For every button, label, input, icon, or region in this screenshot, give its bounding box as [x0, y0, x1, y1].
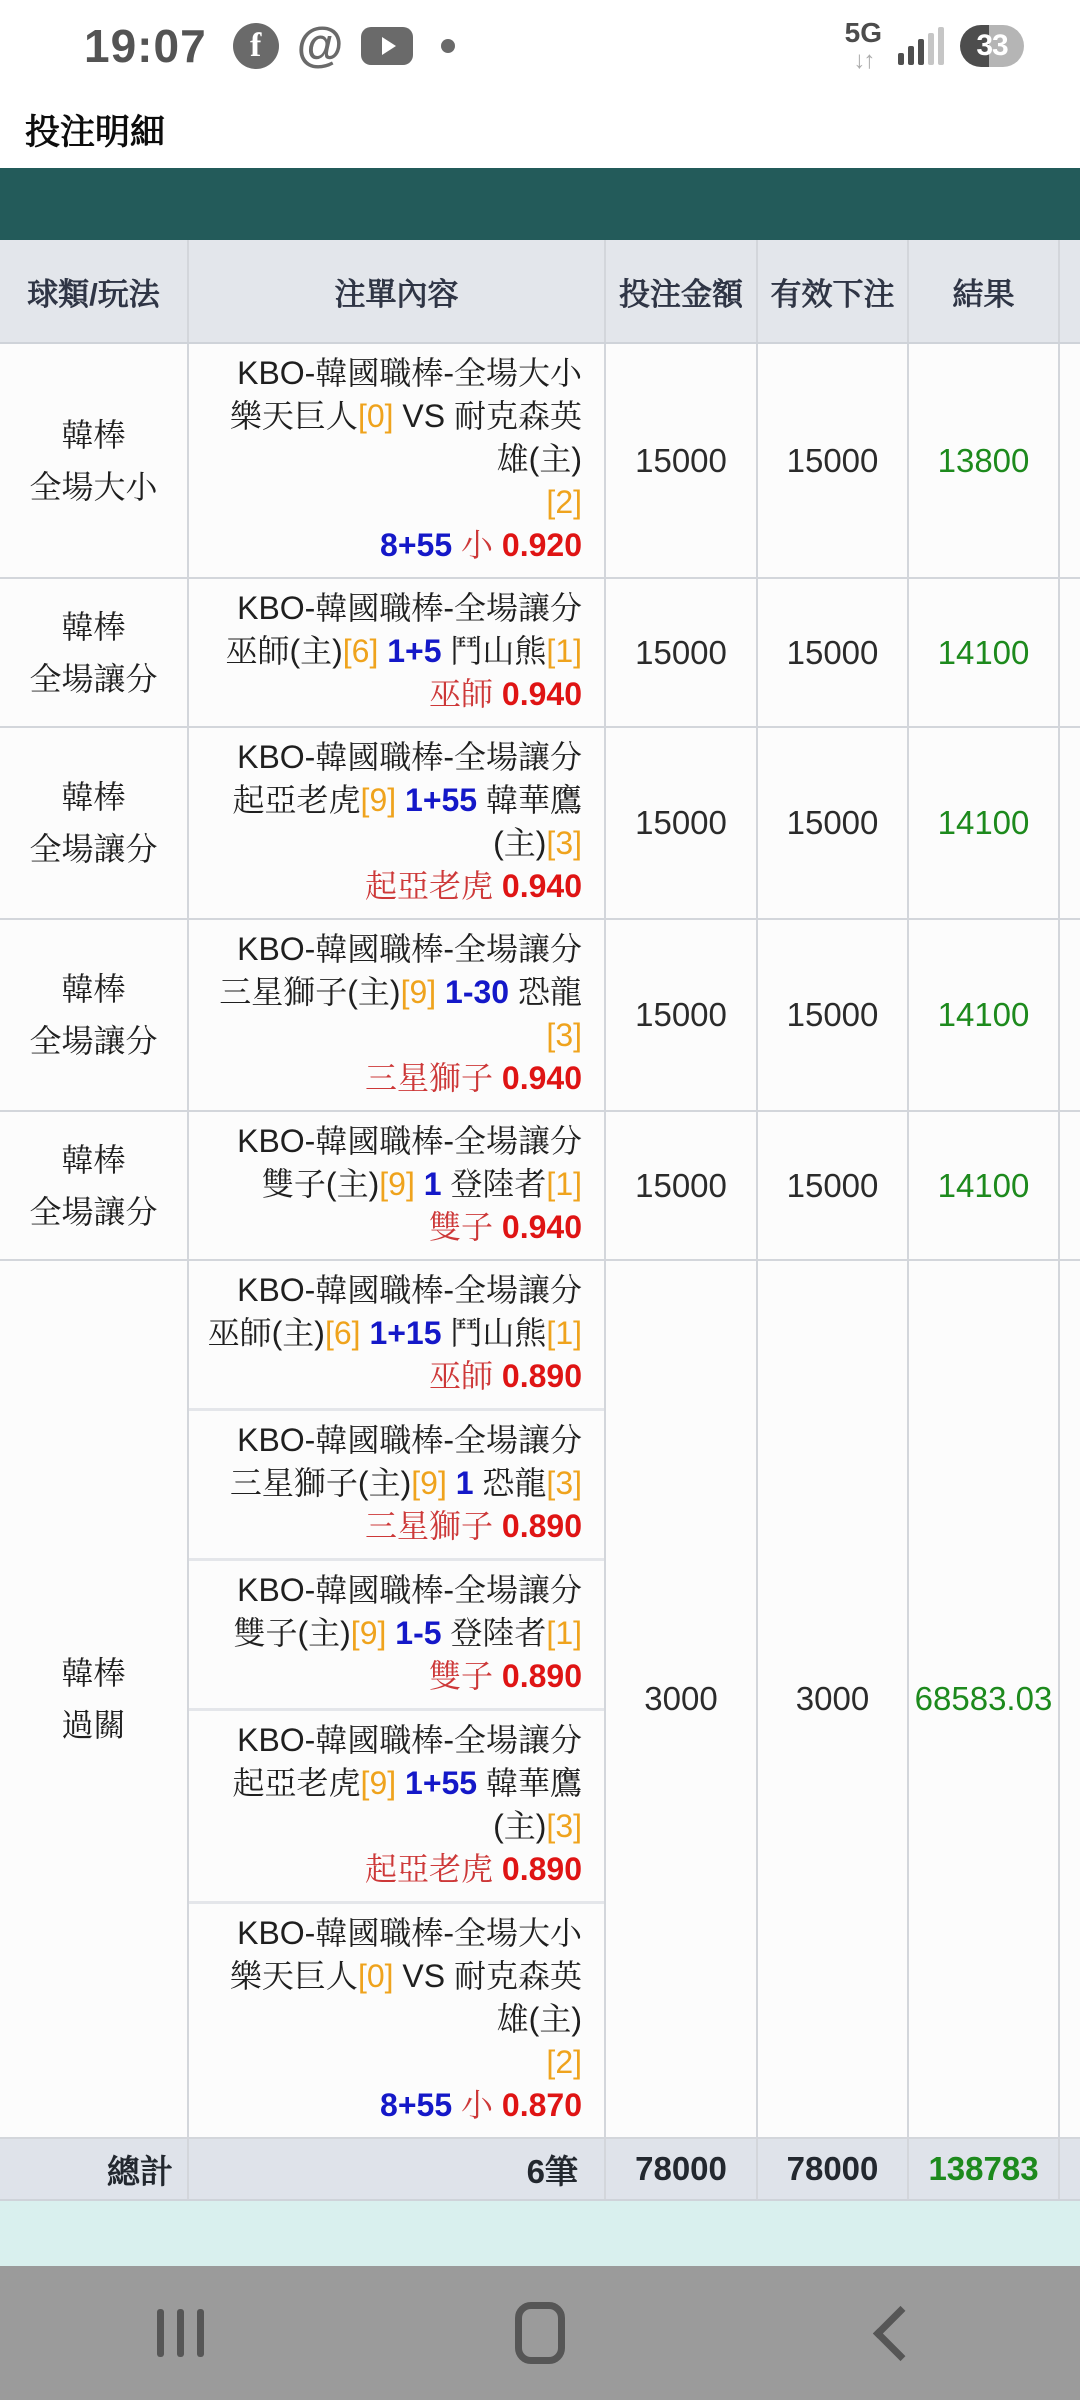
bet-text-segment: 0.940 [501, 676, 582, 712]
bet-amount-cell: 15000 [606, 920, 758, 1110]
bet-line [199, 928, 582, 971]
home-button[interactable] [360, 2266, 720, 2400]
bet-text-segment: 1-5 [386, 1615, 451, 1651]
totals-edge-sliver [1060, 2139, 1080, 2199]
bet-text-segment: 1 [446, 1465, 483, 1501]
bet-line [199, 673, 582, 716]
bet-text-segment: 1+5 [378, 633, 451, 669]
sport-line: 韓棒 [61, 608, 126, 645]
bet-entry [189, 579, 604, 726]
bet-text-segment: 登陸者 [450, 1615, 547, 1651]
header-valid-bet: 有效下注 [758, 240, 909, 342]
teal-banner [0, 168, 1080, 240]
valid-bet-cell: 15000 [758, 344, 909, 577]
bet-entry [189, 1708, 604, 1901]
bet-line [199, 971, 582, 1057]
bet-text-segment: KBO-韓國職棒-全場大小 [237, 355, 582, 391]
play-triangle-icon [382, 37, 396, 55]
row-edge-sliver [1060, 920, 1080, 1110]
bet-text-segment: 雙子(主) [261, 1166, 380, 1202]
bet-line [199, 1569, 582, 1612]
signal-bars-icon [898, 27, 944, 65]
bet-text-segment: [9] [350, 1615, 387, 1651]
bet-entry [189, 1408, 604, 1558]
bet-text-segment: 韓華鷹(主) [485, 1765, 582, 1844]
bet-line [199, 865, 582, 908]
sport-line: 全場讓分 [29, 831, 158, 867]
table-row [0, 344, 1080, 579]
sport-line: 全場讓分 [29, 1193, 158, 1230]
sport-line: 全場讓分 [29, 660, 158, 697]
bet-text-segment: 三星獅子(主) [229, 1465, 412, 1501]
network-label: 5G [844, 17, 882, 48]
totals-row [0, 2139, 1080, 2201]
updown-arrows-icon: ↓↑ [853, 47, 874, 74]
valid-bet-cell: 15000 [758, 1112, 909, 1259]
bet-text-segment: 雙子(主) [233, 1615, 351, 1651]
bet-amount-cell: 15000 [606, 579, 758, 726]
bet-text-segment: 0.940 [501, 1209, 582, 1245]
valid-bet-cell: 15000 [758, 579, 909, 726]
bet-content-cell [189, 344, 606, 577]
notification-icons [233, 19, 456, 72]
bet-text-segment: [3] [546, 825, 582, 861]
bet-text-segment: [1] [546, 1166, 582, 1202]
bet-line [199, 1419, 582, 1462]
bet-text-segment: [9] [360, 782, 397, 818]
bet-line [199, 481, 582, 524]
bet-entry [189, 1558, 604, 1708]
totals-valid: 78000 [758, 2139, 909, 2199]
sport-type-cell [0, 1261, 189, 2137]
bet-content-cell [189, 579, 606, 726]
bet-text-segment: 樂天巨人 [229, 398, 358, 434]
bet-text-segment: 起亞老虎 [365, 868, 502, 904]
totals-count: 6筆 [189, 2139, 606, 2199]
row-edge-sliver [1060, 579, 1080, 726]
valid-bet-cell: 15000 [758, 920, 909, 1110]
bet-entry [189, 920, 604, 1110]
bet-line [199, 1762, 582, 1848]
result-cell: 14100 [909, 728, 1060, 918]
bet-text-segment: [9] [379, 1166, 415, 1202]
bet-entry [189, 1901, 604, 2137]
page-title: 投注明細 [25, 113, 166, 152]
result-cell: 14100 [909, 920, 1060, 1110]
table-body [0, 344, 1080, 2139]
bet-amount-cell: 15000 [606, 344, 758, 577]
bet-amount-cell: 15000 [606, 728, 758, 918]
bet-line [199, 630, 582, 673]
bet-line [199, 1612, 582, 1655]
bet-line [199, 1312, 582, 1355]
footer-background [0, 2201, 1080, 2266]
bet-line [199, 1955, 582, 2041]
bet-text-segment: 三星獅子(主) [219, 974, 401, 1010]
bet-amount-cell: 15000 [606, 1112, 758, 1259]
bet-text-segment: 恐龍 [517, 974, 582, 1010]
bet-text-segment: 樂天巨人 [229, 1958, 358, 1994]
sport-line: 全場大小 [29, 468, 158, 505]
sport-line: 韓棒 [61, 1655, 126, 1691]
bet-text-segment: KBO-韓國職棒-全場讓分 [237, 739, 582, 775]
bet-text-segment: 1+15 [360, 1315, 451, 1351]
row-edge-sliver [1060, 1112, 1080, 1259]
bet-line [199, 352, 582, 395]
result-cell: 68583.03 [909, 1261, 1060, 2137]
bet-text-segment: 雙子 [429, 1658, 502, 1694]
bet-line [199, 1462, 582, 1505]
row-edge-sliver [1060, 728, 1080, 918]
sport-type-cell [0, 728, 189, 918]
table-row [0, 1112, 1080, 1261]
result-cell: 14100 [909, 1112, 1060, 1259]
bet-text-segment: 起亞老虎 [365, 1851, 502, 1887]
bet-text-segment: 0.890 [501, 1508, 582, 1544]
bet-content-cell [189, 1261, 606, 2137]
sport-type-cell [0, 579, 189, 726]
bet-text-segment: 0.940 [501, 868, 582, 904]
bet-text-segment: 8+55 [380, 527, 453, 563]
bet-text-segment: 鬥山熊 [450, 633, 547, 669]
facebook-icon: f [233, 23, 279, 69]
result-cell: 14100 [909, 579, 1060, 726]
status-right-cluster [845, 19, 1024, 73]
bet-text-segment: KBO-韓國職棒-全場讓分 [237, 1422, 582, 1458]
bet-text-segment: [1] [546, 1315, 582, 1351]
bet-line [199, 1206, 582, 1249]
bet-line [199, 1719, 582, 1762]
bet-text-segment: [2] [546, 484, 582, 520]
bet-line [199, 1120, 582, 1163]
header-bet-amount: 投注金額 [606, 240, 758, 342]
bet-text-segment: 1 [414, 1166, 451, 1202]
bet-entry [189, 344, 604, 577]
bet-content-cell [189, 1112, 606, 1259]
bet-line [199, 1163, 582, 1206]
bet-text-segment: [3] [546, 1808, 582, 1844]
bet-text-segment: [9] [400, 974, 437, 1010]
bet-line [199, 1057, 582, 1100]
bet-entry [189, 728, 604, 918]
sport-type-cell [0, 920, 189, 1110]
notification-dot-icon [441, 39, 455, 53]
bet-text-segment: 0.920 [501, 527, 582, 563]
bet-line [199, 1355, 582, 1398]
bet-text-segment: [0] [357, 1958, 394, 1994]
bet-text-segment: 起亞老虎 [232, 782, 361, 818]
bet-line [199, 1655, 582, 1698]
totals-result: 138783 [909, 2139, 1060, 2199]
table-row [0, 1261, 1080, 2139]
bet-text-segment: [3] [546, 1017, 582, 1053]
header-edge-sliver [1060, 240, 1080, 342]
bet-text-segment: 0.890 [501, 1851, 582, 1887]
back-button[interactable] [720, 2266, 1080, 2400]
bet-entry [189, 1112, 604, 1259]
bet-text-segment: 巫師 [429, 676, 502, 712]
bet-text-segment: KBO-韓國職棒-全場讓分 [237, 931, 582, 967]
bet-text-segment: KBO-韓國職棒-全場讓分 [237, 590, 582, 626]
recents-button[interactable] [0, 2266, 360, 2400]
bet-text-segment: KBO-韓國職棒-全場讓分 [237, 1572, 582, 1608]
sport-type-cell [0, 1112, 189, 1259]
android-nav-bar [0, 2266, 1080, 2400]
bet-text-segment: 三星獅子 [365, 1060, 502, 1096]
bet-text-segment: 巫師(主) [225, 633, 343, 669]
bet-text-segment: [6] [324, 1315, 361, 1351]
bet-text-segment: 0.890 [501, 1358, 582, 1394]
bet-text-segment: 雙子 [429, 1209, 502, 1245]
header-sport-type: 球類/玩法 [0, 240, 189, 342]
youtube-icon [361, 27, 413, 65]
totals-amount: 78000 [606, 2139, 758, 2199]
bet-text-segment: 0.890 [501, 1658, 582, 1694]
recents-icon [157, 2309, 204, 2357]
bet-text-segment: 巫師(主) [207, 1315, 325, 1351]
bet-text-segment: VS 耐克森英雄(主) [393, 1958, 582, 2037]
bet-text-segment: [0] [357, 398, 394, 434]
bet-text-segment: 韓華鷹(主) [485, 782, 582, 861]
bet-line [199, 736, 582, 779]
result-cell: 13800 [909, 344, 1060, 577]
bet-text-segment: [1] [546, 633, 582, 669]
bet-text-segment: 恐龍 [482, 1465, 547, 1501]
bet-text-segment: [6] [342, 633, 379, 669]
bet-line [199, 587, 582, 630]
bet-text-segment: 1+55 [396, 782, 486, 818]
bet-text-segment: [9] [411, 1465, 447, 1501]
bet-line [199, 1912, 582, 1955]
bet-line [199, 2084, 582, 2127]
back-icon [872, 2305, 927, 2360]
bet-line [199, 395, 582, 481]
bet-table[interactable] [0, 240, 1080, 2201]
sport-line: 韓棒 [61, 779, 126, 815]
bet-text-segment: VS 耐克森英雄(主) [393, 398, 582, 477]
bet-text-segment: 鬥山熊 [450, 1315, 547, 1351]
bet-line [199, 524, 582, 567]
battery-indicator: 33 [960, 25, 1024, 67]
sport-type-cell [0, 344, 189, 577]
clock-text: 19:07 [84, 20, 207, 72]
bet-line [199, 1505, 582, 1548]
bet-text-segment: 起亞老虎 [232, 1765, 361, 1801]
bet-text-segment: 登陸者 [450, 1166, 547, 1202]
bet-text-segment: [1] [546, 1615, 582, 1651]
title-bar [0, 92, 1080, 168]
bet-text-segment: KBO-韓國職棒-全場讓分 [237, 1272, 582, 1308]
network-5g-indicator [845, 19, 882, 73]
bet-text-segment: KBO-韓國職棒-全場讓分 [237, 1123, 582, 1159]
bet-line [199, 1848, 582, 1891]
sport-line: 韓棒 [61, 971, 126, 1007]
bet-text-segment: 三星獅子 [365, 1508, 502, 1544]
bet-entry [189, 1261, 604, 1408]
valid-bet-cell: 15000 [758, 728, 909, 918]
bet-line [199, 779, 582, 865]
bet-line [199, 1269, 582, 1312]
bet-text-segment: 0.940 [501, 1060, 582, 1096]
table-row [0, 920, 1080, 1112]
bet-text-segment: 小 [452, 2087, 502, 2123]
status-bar [0, 0, 1080, 92]
threads-icon: @ [296, 19, 344, 72]
valid-bet-cell: 3000 [758, 1261, 909, 2137]
table-header-row [0, 240, 1080, 344]
sport-line: 韓棒 [61, 1141, 126, 1178]
header-bet-content: 注單內容 [189, 240, 606, 342]
bet-text-segment: 小 [452, 527, 502, 563]
bet-content-cell [189, 728, 606, 918]
bet-content-cell [189, 920, 606, 1110]
bet-text-segment: [2] [546, 2044, 582, 2080]
sport-line: 全場讓分 [29, 1023, 158, 1059]
bet-text-segment: KBO-韓國職棒-全場讓分 [237, 1722, 582, 1758]
bet-text-segment: 1+55 [396, 1765, 486, 1801]
sport-line: 韓棒 [61, 416, 126, 453]
bet-text-segment: KBO-韓國職棒-全場大小 [237, 1915, 582, 1951]
totals-label: 總計 [0, 2139, 189, 2199]
bet-line [199, 2041, 582, 2084]
table-row [0, 728, 1080, 920]
home-icon [515, 2302, 565, 2364]
header-result: 結果 [909, 240, 1060, 342]
bet-text-segment: [3] [546, 1465, 582, 1501]
bet-text-segment: 巫師 [429, 1358, 502, 1394]
bet-text-segment: 8+55 [380, 2087, 453, 2123]
bet-amount-cell: 3000 [606, 1261, 758, 2137]
sport-line: 過關 [61, 1707, 126, 1743]
bet-text-segment: 1-30 [436, 974, 518, 1010]
bet-text-segment: 0.870 [501, 2087, 582, 2123]
table-row [0, 579, 1080, 728]
row-edge-sliver [1060, 344, 1080, 577]
bet-text-segment: [9] [360, 1765, 397, 1801]
row-edge-sliver [1060, 1261, 1080, 2137]
